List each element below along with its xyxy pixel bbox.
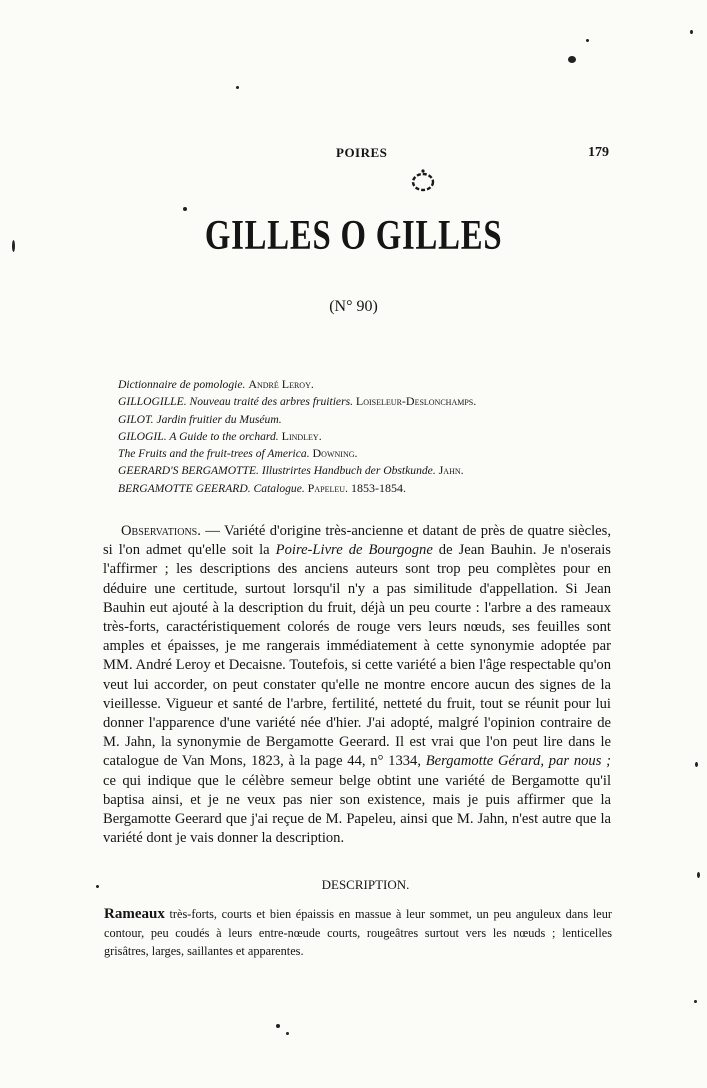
scan-speck bbox=[694, 1000, 697, 1003]
rameaux-paragraph bbox=[104, 905, 612, 961]
synonym-name: GILOGIL. A Guide to the orchard. bbox=[118, 429, 279, 443]
scan-speck bbox=[586, 39, 589, 42]
synonym-line bbox=[118, 411, 588, 428]
synonym-name: Dictionnaire de pomologie. bbox=[118, 378, 246, 391]
synonym-line bbox=[118, 376, 588, 393]
scan-speck bbox=[276, 1024, 280, 1028]
variety-number: (N° 90) bbox=[329, 298, 378, 315]
observations-emphasis: Poire-Livre de Bourgogne bbox=[275, 542, 433, 559]
synonym-author: André Leroy. bbox=[248, 377, 314, 391]
synonym-line bbox=[118, 445, 588, 462]
synonym-author: Lindley. bbox=[281, 428, 322, 443]
synonym-line bbox=[118, 393, 588, 410]
running-title: POIRES bbox=[336, 145, 388, 160]
scan-speck bbox=[697, 872, 700, 878]
scan-speck bbox=[690, 30, 693, 34]
synonym-line bbox=[118, 462, 588, 479]
synonym-list bbox=[118, 376, 588, 497]
observations-text: de Jean Bauhin. Je n'oserais l'affirmer ; les descriptions des anciens auteurs sont trop peu complètes pour en déduire une certitude, surtout lorsqu'il n'y a pas similitude d'appellation. Si Jean Bauhin eut ajouté à la description du fruit, déjà un peu courte : l'arbre a des rameaux très-forts, caractéristiquement colorés de rouge vers leurs nœuds, ses feuilles sont amples et épaisses, je me rangerais immédiatement à cette synonymie adoptée par MM. André Leroy et Decaisne. Toutefois, si cette variété a bien l'âge respectable qu'on veut lui accorder, on peut constater qu'elle ne montre encore aucun des signes de la vieillesse. Vigueur et santé de l'arbre, fertilité, netteté du fruit, tout se réunit pour lui donner l'apparence d'une variété née d'hier. J'ai adopté, malgré l'opinion contraire de M. Jahn, la synonymie de Bergamotte Geerard. Il est vrai que l'on peut lire dans le catalogue de Van Mons, 1823, à la page 44, n° 1334, bbox=[103, 542, 611, 770]
scan-speck bbox=[568, 56, 576, 63]
observations-text: ce qui indique que le célèbre semeur belge obtint une variété de Bergamotte qu'il baptisa ainsi, et je ne veux pas nier son existence, mais je puis affirmer que la Bergamotte Geerard que j'ai reçue de M. Papeleu, ainsi que M. Jahn, n'est autre que la variété dont je vais donner la description. bbox=[103, 772, 611, 847]
observations-text: — Variété d'origine très-ancienne et datant de près de quatre siècles, si l'on admet qu'elle soit la bbox=[103, 523, 611, 559]
observations-lead: Observations. bbox=[121, 523, 201, 539]
page-number: 179 bbox=[588, 145, 609, 160]
synonym-name: GILLOGILLE. Nouveau traité des arbres fruitiers. bbox=[118, 395, 353, 409]
synonym-line bbox=[118, 428, 588, 445]
synonym-author: Papeleu. 1853-1854. bbox=[307, 480, 407, 495]
synonym-name: BERGAMOTTE GEERARD. Catalogue. bbox=[118, 481, 305, 495]
page-title: GILLES O GILLES bbox=[204, 213, 503, 259]
scan-speck bbox=[183, 207, 187, 211]
scan-speck bbox=[96, 885, 99, 888]
synonym-name: The Fruits and the fruit-trees of America. bbox=[118, 447, 310, 461]
synonym-author: Jahn. bbox=[438, 463, 464, 478]
ornament-icon bbox=[408, 168, 438, 194]
rameaux-text: très-forts, courts et bien épaissis en massue à leur sommet, un peu anguleux dans leur contour, peu coudés à leurs entre-nœude courts, rougeâtres surtout vers les nœuds ; lenticelles grisâtres, larges, saillantes et apparentes. bbox=[104, 907, 612, 958]
description-heading: DESCRIPTION. bbox=[321, 877, 410, 892]
scan-speck bbox=[286, 1032, 289, 1035]
synonym-name: GEERARD'S BERGAMOTTE. Illustrirtes Handbuch der Obstkunde. bbox=[118, 464, 436, 478]
scan-speck bbox=[12, 240, 15, 252]
synonym-line bbox=[118, 480, 588, 497]
synonym-author: Downing. bbox=[312, 446, 358, 461]
rameaux-label: Rameaux bbox=[104, 906, 165, 922]
scan-speck bbox=[236, 86, 239, 89]
observations-paragraph bbox=[103, 522, 611, 848]
scan-speck bbox=[695, 762, 698, 767]
synonym-name: GILOT. Jardin fruitier du Muséum. bbox=[118, 412, 282, 426]
observations-emphasis: Bergamotte Gérard, par nous ; bbox=[425, 753, 611, 770]
synonym-author: Loiseleur-Deslonchamps. bbox=[355, 394, 477, 409]
